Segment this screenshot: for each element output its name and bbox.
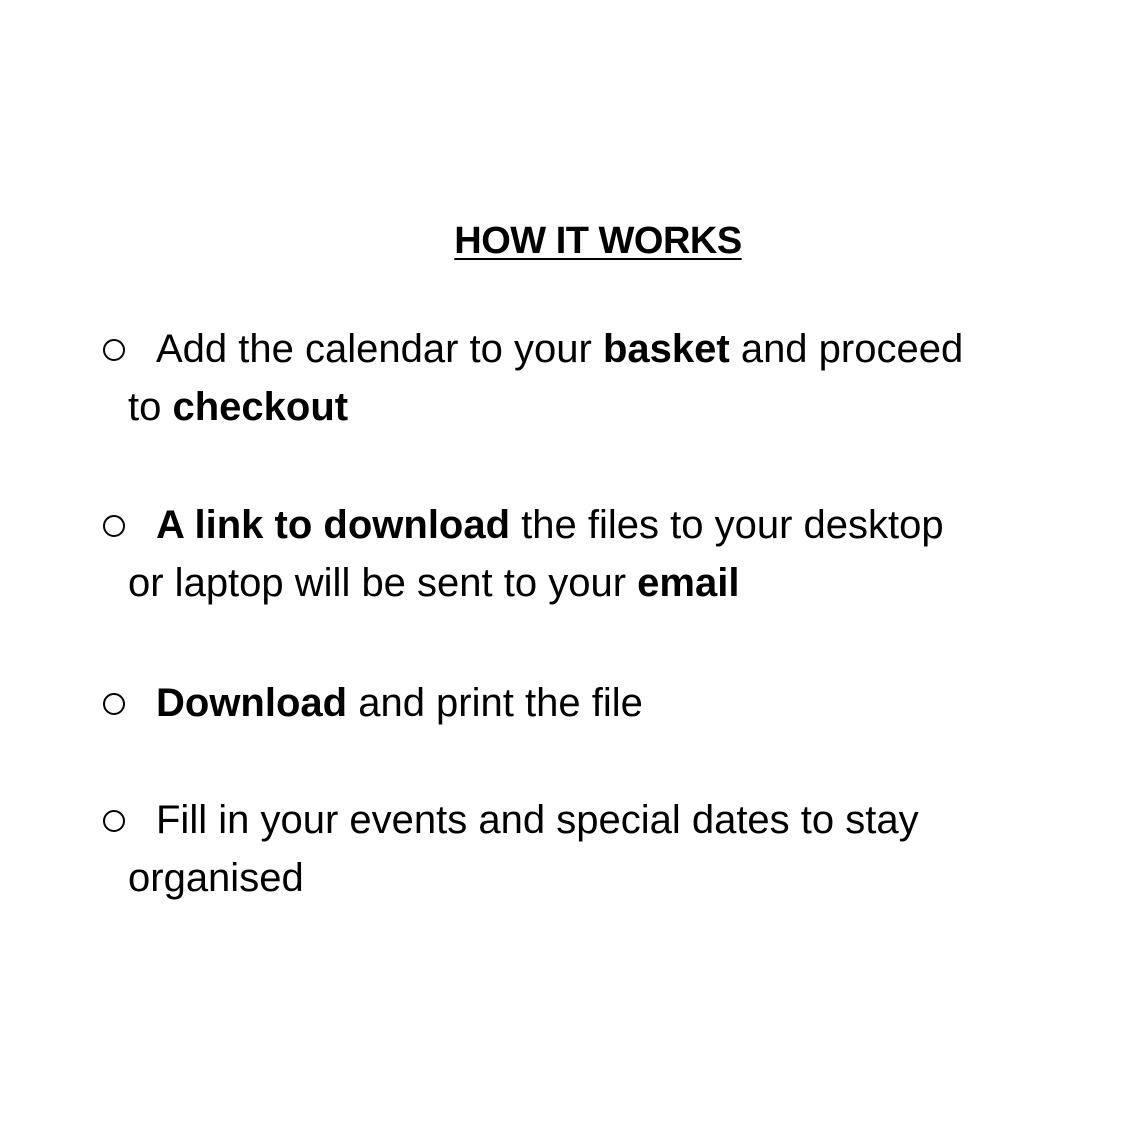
circle-bullet-icon xyxy=(103,515,125,537)
step-download-link xyxy=(98,496,1058,612)
step-download-print xyxy=(98,674,1058,732)
circle-bullet-icon xyxy=(103,693,125,715)
step-add-to-basket xyxy=(98,320,1058,436)
circle-bullet-icon xyxy=(103,810,125,832)
step-line: organised xyxy=(128,856,304,900)
page-title: HOW IT WORKS xyxy=(454,220,742,262)
step-line: Add the calendar to your basket and proceed xyxy=(156,327,964,371)
step-line: or laptop will be sent to your email xyxy=(128,561,740,605)
circle-bullet-icon xyxy=(103,339,125,361)
step-fill-in-events xyxy=(98,791,1058,907)
step-line: A link to download the files to your desktop xyxy=(156,503,944,547)
step-line: Fill in your events and special dates to stay xyxy=(156,798,919,842)
step-line: to checkout xyxy=(128,385,349,429)
step-line: Download and print the file xyxy=(156,681,643,725)
